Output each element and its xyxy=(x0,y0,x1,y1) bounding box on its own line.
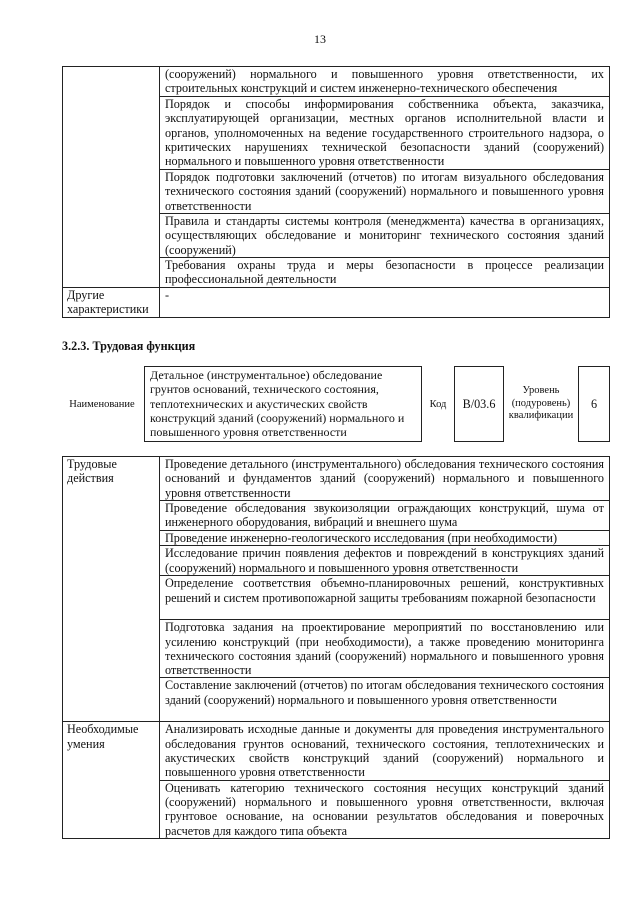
table-cell: Проведение инженерно-геологического исследования (при необходимости) xyxy=(160,531,610,546)
table-cell: Определение соответствия объемно-планировочных решений, конструктивных решений и систем противопожарной защиты требованиям пожарной безопасности xyxy=(160,576,610,620)
page-number: 13 xyxy=(314,32,326,46)
table-row xyxy=(63,288,610,318)
name-label: Наименование xyxy=(69,398,135,410)
table-cell: Проведение детального (инструментального) обследования технического состояния оснований и фундаментов зданий (сооружений) нормального и повышенного уровня ответственности xyxy=(160,457,610,501)
function-name: Детальное (инструментальное) обследование грунтов оснований, технического состояния, теплотехнических и акустических свойств конструкций зданий (сооружений) нормального и повышенного уровня ответственности xyxy=(144,366,422,442)
table-row xyxy=(63,722,610,780)
row-label-required-skills: Необходимые умения xyxy=(63,722,160,838)
qualification-level: 6 xyxy=(578,366,610,442)
table-cell: Исследование причин появления дефектов и повреждений в конструкциях зданий (сооружений) нормального и повышенного уровня ответственности xyxy=(160,546,610,576)
level-label: Уровень (подуровень) квалификации xyxy=(508,385,574,422)
knowledge-table-continued xyxy=(62,66,610,318)
function-code: B/03.6 xyxy=(454,366,504,442)
table-cell: - xyxy=(160,288,610,318)
table-cell: Составление заключений (отчетов) по итогам обследования технического состояния зданий (сооружений) нормального и повышенного уровня ответственности xyxy=(160,678,610,722)
row-label-empty xyxy=(63,67,160,288)
table-cell: Порядок подготовки заключений (отчетов) по итогам визуального обследования технического состояния зданий (сооружений) нормального и повышенного уровня ответственности xyxy=(160,170,610,214)
table-cell: Правила и стандарты системы контроля (менеджмента) качества в организациях, осуществляющих обследование и мониторинг технического состояния зданий (сооружений) xyxy=(160,214,610,258)
table-cell: Подготовка задания на проектирование мероприятий по восстановлению или усилению конструкций (при необходимости), а также проведению мониторинга технического состояния зданий (сооружений) нормального и повышенного уровня ответственности xyxy=(160,620,610,678)
code-label: Код xyxy=(429,398,447,410)
row-label-other: Другие характеристики xyxy=(63,288,160,318)
table-row xyxy=(63,67,610,97)
table-row xyxy=(63,457,610,501)
function-header xyxy=(62,366,610,442)
function-details-table xyxy=(62,456,610,839)
section-title: 3.2.3. Трудовая функция xyxy=(62,339,196,353)
table-cell: Порядок и способы информирования собственника объекта, заказчика, эксплуатирующей организации, местных органов исполнительной власти и органов, уполномоченных на ведение государственного строительного надзора, о критических нарушениях технической безопасности зданий (сооружений) нормального и повышенного уровня ответственности xyxy=(160,97,610,170)
table-cell: Анализировать исходные данные и документы для проведения инструментального обследования грунтов оснований, технического состояния, теплотехнических и акустических свойств конструкций зданий (сооружений) нормального и повышенного уровня ответственности xyxy=(160,722,610,780)
table-cell: Требования охраны труда и меры безопасности в процессе реализации профессиональной деятельности xyxy=(160,258,610,288)
table-cell: (сооружений) нормального и повышенного уровня ответственности, их строительных конструкций и систем инженерно-технического обеспечения xyxy=(160,67,610,97)
row-label-labor-actions: Трудовые действия xyxy=(63,457,160,722)
table-cell: Проведение обследования звукоизоляции ограждающих конструкций, шума от инженерного оборудования, вибраций и внешнего шума xyxy=(160,501,610,531)
table-cell: Оценивать категорию технического состояния несущих конструкций зданий (сооружений) нормального и повышенного уровня ответственности, включая грунтовое основание, на основании результатов обследования и поверочных расчетов для каждого типа объекта xyxy=(160,780,610,838)
